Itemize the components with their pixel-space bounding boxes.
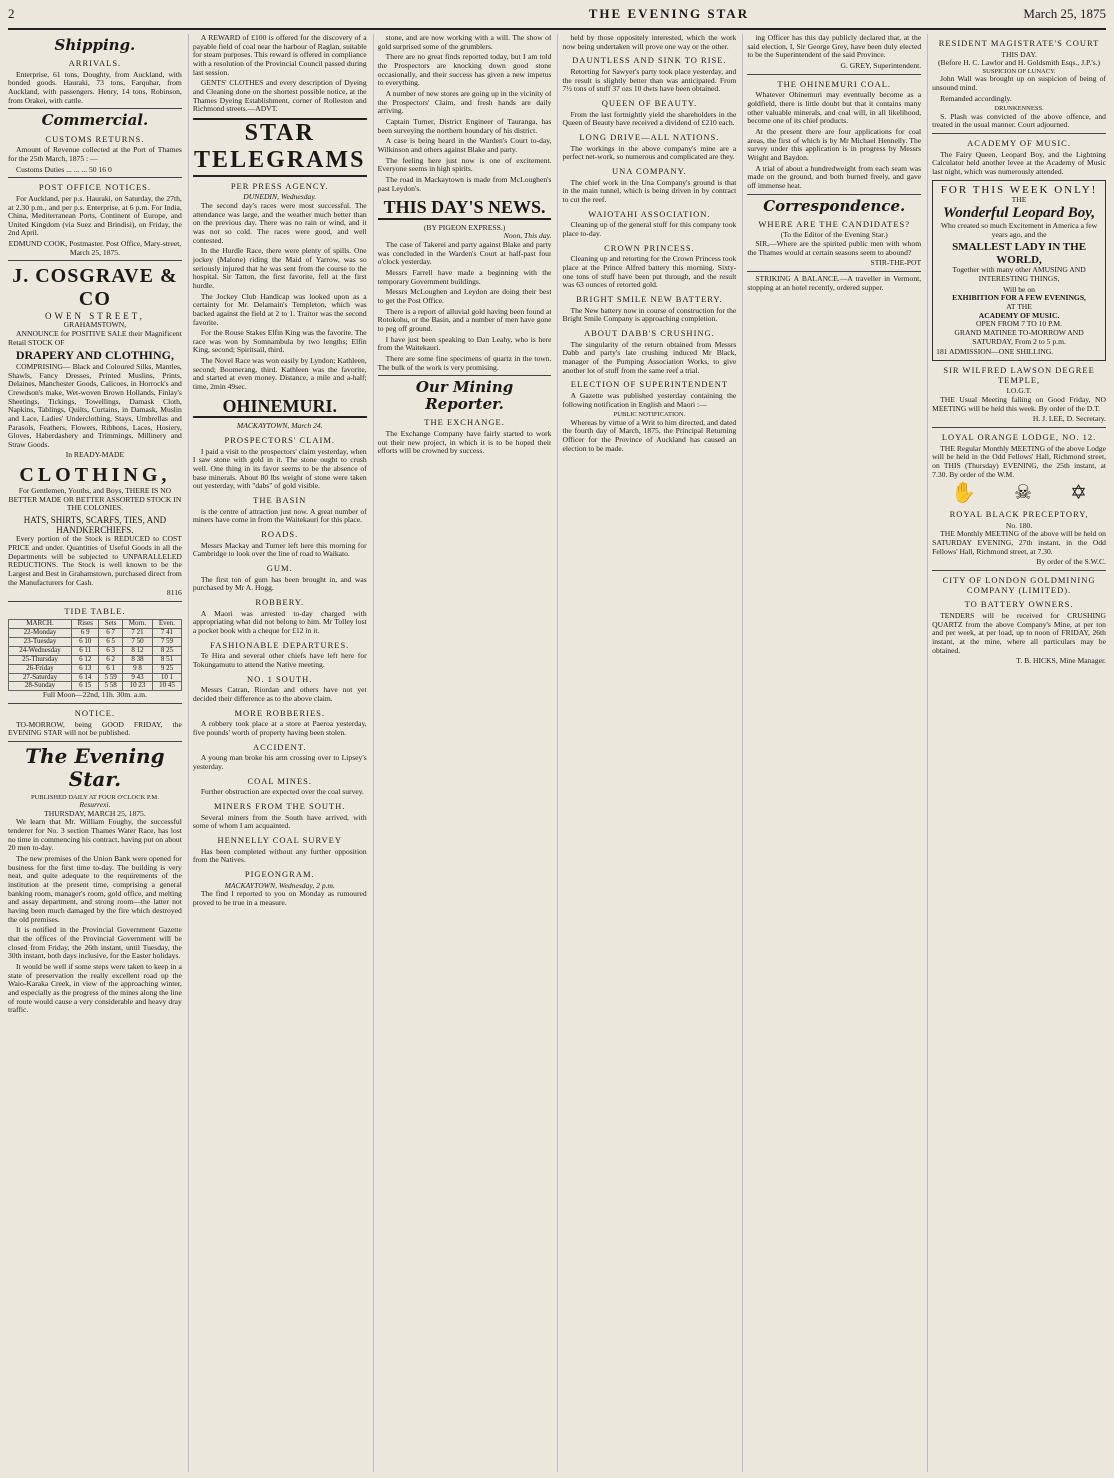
tide-cell: 6 10 xyxy=(72,637,99,646)
column-5 xyxy=(742,34,921,1472)
tide-cell: 5 58 xyxy=(99,682,122,691)
dauntless-heading: DAUNTLESS AND SINK TO RISE. xyxy=(572,55,727,66)
basin-text: is the centre of attraction just now. A great number of miners have come in from the Waitekauri for this place. xyxy=(192,506,367,525)
tide-cell: 28-Sunday xyxy=(9,682,72,691)
paper-title: The Evening Star. xyxy=(25,744,165,791)
table-row xyxy=(9,646,182,655)
telegram-paragraph: In the Hurdle Race, there were plenty of spills. One jockey (Malone) riding the Maid of Yarrow, was so seriously injured that he was sent from the course to the hospital. Sir Tatton, the first favorite, fell at the first hurdle. xyxy=(192,246,367,290)
tide-column-header: MARCH. xyxy=(9,619,72,628)
tide-cell: 6 9 xyxy=(72,628,99,637)
skull-icon: ☠ xyxy=(1014,482,1033,505)
table-row xyxy=(9,664,182,673)
long-drive-text: The workings in the above company's mine are a perfect net-work, so numerous and complicated are they. xyxy=(562,143,737,162)
tide-cell: 25-Thursday xyxy=(9,655,72,664)
notice-text: TO-MORROW, being GOOD FRIDAY, the EVENING STAR will not be published. xyxy=(8,719,182,738)
ready-made: In READY-MADE xyxy=(65,450,125,460)
election-text: A Gazette was published yesterday containing the following notification in English and Maori :— xyxy=(562,390,737,409)
tide-cell: 8 38 xyxy=(122,655,152,664)
masthead-title: THE EVENING STAR xyxy=(588,6,750,21)
hennelly-heading: HENNELLY COAL SURVEY xyxy=(217,834,343,845)
coal-mines-text: Further obstruction are expected over the coal survey. xyxy=(200,787,364,797)
black-text: THE Monthly MEETING of the above will be held on SATURDAY EVENING, 27th instant, in the Odd Fellows' Hall, Richmond street, at 7.30. xyxy=(932,529,1106,556)
crown-text: Cleaning up and retorting for the Crown Princess took place at the Prince Alfred battery this morning. Sixty-one tons of stuff have been put through, and the result was 63 ounces of retorted gold. xyxy=(562,254,737,290)
telegram-paragraph: The second day's races were most successful. The attendance was large, and the weather much better than on the previous day. There was no rain or wind, and it was not so cold. The races were good, and well contested. xyxy=(192,200,367,245)
tide-cell: 27-Saturday xyxy=(9,673,72,682)
notice-paragraph: A REWARD of £100 is offered for the discovery of a payable field of coal near the harbour of Raglan, suitable for steam purposes. This reward is offered in compliance with a resolution of the Provincial Council passed during last session. xyxy=(192,34,367,77)
ohinemuri-heading: OHINEMURI. xyxy=(193,396,367,419)
bright-smile-heading: BRIGHT SMILE NEW BATTERY. xyxy=(576,293,723,304)
admission-text: 181 ADMISSION—ONE SHILLING. xyxy=(936,347,1054,357)
reduced-text: Every portion of the Stock is REDUCED to COST PRICE and under. Quantities of Useful Goods in all the Departments will be subjected to UNPARALLELED REDUCTIONS. The Stock is well known to be the Largest and Best in Grahamstown, purchased direct from the Manufacturers for Cash. xyxy=(8,534,182,587)
tide-cell: 6 7 xyxy=(99,628,122,637)
news-paragraph: Messrs Farrell have made a beginning with the temporary Government buildings. xyxy=(377,267,552,286)
bright-smile-text: The New battery now in course of construction for the Bright Smile Company is approaching completion. xyxy=(562,305,737,324)
fashion-heading: FASHIONABLE DEPARTURES. xyxy=(210,639,350,650)
masthead-date: March 25, 1875 xyxy=(1023,6,1106,21)
table-row xyxy=(9,637,182,646)
news-paragraph: I have just been speaking to Dan Leahy, who is here from the Waitekauri. xyxy=(377,334,552,353)
ad-number: 8116 xyxy=(166,588,182,598)
exhibition-heading: EXHIBITION FOR A FEW EVENINGS, xyxy=(952,293,1086,303)
hennelly-text: Has been completed without any further opposition from the Natives. xyxy=(192,846,367,865)
robberies-text: A robbery took place at a store at Paeroa yesterday, five pounds' worth of property having been stolen. xyxy=(192,719,367,737)
week-heading: FOR THIS WEEK ONLY! xyxy=(940,183,1098,196)
tide-cell: 8 25 xyxy=(153,646,182,655)
tide-cell: 6 2 xyxy=(99,655,122,664)
column-2 xyxy=(188,34,367,1472)
news-paragraph: The road in Mackaytown is made from McLoughen's past Leydon's. xyxy=(377,174,552,193)
tide-column-header: Rises xyxy=(72,619,99,628)
c4-top-text: held by those oppositely interested, which the work now being undertaken will prove one way or the other. xyxy=(562,34,737,51)
whereas-text: Whereas by virtue of a Writ to him directed, and dated the fourth day of March, 1875, the Principal Returning Officer for the Province of Auckland has caused an election to be made. xyxy=(562,417,737,453)
leopard-boy-ad xyxy=(932,180,1106,361)
roads-text: Messrs Mackay and Turner left here this morning for Cambridge to look over the line of road to Waikato. xyxy=(192,540,367,559)
tide-cell: 22-Monday xyxy=(9,628,72,637)
this-day: THIS DAY. xyxy=(1001,49,1037,59)
news-paragraph: The case of Takerei and party against Blake and party was concluded in the Warden's Court at half-past four o'clock yesterday. xyxy=(377,239,552,267)
long-drive-heading: LONG DRIVE—ALL NATIONS. xyxy=(579,131,720,142)
news-paragraph: There are no great finds reported today, but I am told the Prospectors are knocking down good stone occasionally, and their success has given a new impetus to everything. xyxy=(377,52,552,88)
news-subheading: (BY PIGEON EXPRESS.) xyxy=(423,222,506,232)
tide-cell: 10 23 xyxy=(122,682,152,691)
tide-cell: 10 1 xyxy=(153,673,182,682)
accident-text: A young man broke his arm crossing over to Lipsey's yesterday. xyxy=(192,753,367,771)
candidates-sub: (To the Editor of the Evening Star.) xyxy=(780,230,888,240)
waiotahi-text: Cleaning up of the general stuff for this company took place to-day. xyxy=(562,220,737,238)
tide-cell: 7 50 xyxy=(122,637,152,646)
tide-cell: 10 45 xyxy=(153,682,182,691)
smallest-lady: SMALLEST LADY IN THE WORLD, xyxy=(952,241,1087,266)
tide-cell: 24-Wednesday xyxy=(9,646,72,655)
cosgrave-town: GRAHAMSTOWN, xyxy=(63,320,127,330)
tide-cell: 6 14 xyxy=(72,673,99,682)
post-office-text: For Auckland, per p.s. Hauraki, on Saturday, the 27th, at 2.30 p.m., and per p.s. Enterprise, at 6 p.m. For India, China, Mediterranean Ports, Continent of Europe, and United Kingdom (via Suez and Brindisi), on Friday, the 2nd April. xyxy=(8,193,182,238)
grey-sign: G. GREY, Superintendent. xyxy=(840,60,922,70)
tide-cell: 9 25 xyxy=(153,664,182,673)
news-paragraph: Captain Turner, District Engineer of Tauranga, has been surveying the northern boundary of his district. xyxy=(377,116,552,135)
matinee-text: GRAND MATINEE TO-MORROW AND SATURDAY, From 2 to 5 p.m. xyxy=(954,328,1084,346)
shipping-heading: Shipping. xyxy=(54,36,136,54)
tide-table xyxy=(8,619,182,692)
post-office-sign: EDMUND COOK, Postmaster. Post Office, Mary-street, March 25, 1875. xyxy=(8,239,182,257)
leopard-heading: Wonderful Leopard Boy, xyxy=(943,204,1096,221)
cosgrave-text: ANNOUNCE for POSITIVE SALE their Magnificent Retail STOCK OF xyxy=(8,328,182,347)
tide-cell: 7 59 xyxy=(153,637,182,646)
editorial-paragraph: It would be well if some steps were taken to keep in a state of preservation the really excellent road up the Waio-Karaka Creek, in view of the approaching winter, and especially as the progress of the mines along the line of route would cause a very considerable and heavy dray traffic. xyxy=(8,961,182,1015)
exchange-heading: THE EXCHANGE. xyxy=(424,417,505,428)
election-heading: ELECTION OF SUPERINTENDENT xyxy=(570,379,729,390)
robberies-heading: MORE ROBBERIES. xyxy=(234,707,326,718)
robbery-text: A Maori was arrested to-day charged with appropriating what did not belong to him. Mr Tolley lost a pocket book with a cheque for £12 in it. xyxy=(192,608,367,635)
coal-paragraph: Whatever Ohinemuri may eventually become as a goldfield, there is little doubt but that it contains many other valuable minerals, and coal will, in all likelihood, become one of its chief products. xyxy=(747,90,922,126)
news-paragraph: stone, and are now working with a will. The show of gold surprised some of the grumblers. xyxy=(377,34,552,51)
fashion-text: Te Hira and several other chiefs have left here for Tokungamutu to attend the Native meeting. xyxy=(192,651,367,669)
orange-heading: LOYAL ORANGE LODGE, NO. 12. xyxy=(941,431,1097,442)
tide-cell: 7 21 xyxy=(122,628,152,637)
hand-icon: ✋ xyxy=(951,482,977,505)
before-text: (Before H. C. Lawlor and H. Goldsmith Esqs., J.P.'s.) xyxy=(938,58,1101,68)
orange-text: THE Regular Monthly MEETING of the above Lodge will be held in the Odd Fellows' Hall, Richmond street, on THIS (Thursday) EVENING, the 25th instant, at 7.30. By order of the W.M. xyxy=(932,443,1106,479)
pigeongram-heading: PIGEONGRAM. xyxy=(244,868,315,879)
lodge-emblems xyxy=(932,482,1106,505)
at-the: AT THE xyxy=(1006,302,1032,312)
c5-top-text: ing Officer has this day publicly declared that, at the said election, I, Sir George Grey, have been duly elected to be the Superintendent of the said Province. xyxy=(747,34,922,60)
beauty-text: From the last fortnightly yield the shareholders in the Queen of Beauty have received a dividend of £210 each. xyxy=(562,109,737,128)
academy-text: The Fairy Queen, Leopard Boy, and the Lightning Calculator held another levee at the Academy of Music last night, which was numerously attended. xyxy=(932,149,1106,177)
clothing-heading: CLOTHING, xyxy=(19,464,171,487)
beauty-heading: QUEEN OF BEAUTY. xyxy=(601,97,698,108)
miners-heading: MINERS FROM THE SOUTH. xyxy=(214,800,346,811)
una-heading: UNA COMPANY. xyxy=(611,165,687,176)
basin-heading: THE BASIN xyxy=(253,494,307,505)
crown-heading: CROWN PRINCESS. xyxy=(604,242,695,253)
remanded-text: Remanded accordingly. xyxy=(940,93,1012,103)
mining-heading: Our Mining Reporter. xyxy=(415,378,514,414)
open-hours: OPEN FROM 7 TO 10 P.M. xyxy=(976,319,1063,329)
battery-sign: T. B. HICKS, Mine Manager. xyxy=(1016,656,1106,666)
miners-text: Several miners from the South have arrived, with some of whom I am acquainted. xyxy=(192,812,367,831)
ohinemuri-paragraph: I paid a visit to the prospectors' claim yesterday, when I saw stone with gold in it. The stone ought to crush well. One thing in its favor seems to be the absence of base minerals. About 80 lbs weight of stone were taken out yesterday, with "dabs" of gold visible. xyxy=(192,446,367,491)
correspondence-heading: Correspondence. xyxy=(763,196,906,215)
compass-icon: ✡ xyxy=(1070,482,1087,505)
telegram-paragraph: The Novel Race was won easily by Lyndon; Kathleen, second; Boomerang, third. Kathleen was the favorite, and started at even money. Distance, a mile and a-half; time, 2min 49sec. xyxy=(192,356,367,392)
who-text: Who created so much Excitement in America a few years ago, and the xyxy=(940,221,1098,239)
london-heading: CITY OF LONDON GOLDMINING COMPANY (LIMITED). xyxy=(942,575,1096,595)
telegram-paragraph: For the Rouse Stakes Elfin King was the favorite. The race was won by Somnambula by two lengths; Elfin King, second; Spiritsail, third. xyxy=(192,328,367,355)
cosgrave-name: J. COSGRAVE & CO xyxy=(12,265,178,311)
tide-cell: 5 59 xyxy=(99,673,122,682)
lawson-heading: SIR WILFRED LAWSON DEGREE TEMPLE, xyxy=(943,364,1095,385)
tide-cell: 6 5 xyxy=(99,637,122,646)
tide-heading: TIDE TABLE. xyxy=(64,606,126,616)
battery-text: TENDERS will be received for CRUSHING QUARTZ from the above Company's Mine, at per ton and per week, at per load, up to noon of FRIDAY, 26th instant, at the mine, where all particulars may be obtained. xyxy=(932,611,1106,655)
coal-paragraph: A trial of about a hundredweight from each seam was made on the ground, and both burned freely, and gave off immense heat. xyxy=(747,163,922,190)
lawson-sign: H. J. LEE, D. Secretary. xyxy=(1032,414,1106,424)
news-paragraph: There is a report of alluvial gold having been found at Rotokohu, or the Basin, and a number of men have gone to peg off ground. xyxy=(377,306,552,333)
page-number: 2 xyxy=(8,6,15,21)
black-number: No. 180. xyxy=(1005,520,1033,530)
dabb-text: The singularity of the return obtained from Messrs Dabb and party's late crushing induced Mr Black, manager of the Pumping Association Works, to give another lot of stuff from the same reef a trial. xyxy=(562,339,737,375)
masthead xyxy=(8,6,1106,30)
tide-cell: 6 11 xyxy=(72,646,99,655)
tide-cell: 6 12 xyxy=(72,655,99,664)
ohinemuri-coal-heading: THE OHINEMURI COAL. xyxy=(777,78,892,89)
column-1 xyxy=(8,34,182,1472)
agency-heading: PER PRESS AGENCY. xyxy=(230,180,329,191)
news-paragraph: Messrs McLoughen and Leydon are doing their best to get the Post Office. xyxy=(377,287,552,305)
tide-cell: 9 8 xyxy=(122,664,152,673)
pigeongram-dateline: MACKAYTOWN, Wednesday, 2 p.m. xyxy=(224,880,335,890)
column-3 xyxy=(373,34,552,1472)
drunk-heading: DRUNKENNESS. xyxy=(994,105,1044,113)
tide-cell: 9 43 xyxy=(122,673,152,682)
drapery-heading: DRAPERY AND CLOTHING, xyxy=(15,348,174,363)
arrivals-heading: ARRIVALS. xyxy=(68,58,122,69)
tide-cell: 23-Tuesday xyxy=(9,637,72,646)
tide-column-header: Sets xyxy=(99,619,122,628)
candidates-sign: STIR-THE-POT xyxy=(870,258,922,268)
news-paragraph: A number of new stores are going up in the vicinity of the Prospectors' Claim, and fresh hands are daily arriving. xyxy=(377,88,552,116)
una-text: The chief work in the Una Company's ground is that in the main tunnel, which is being driven in by contract to cut the reef. xyxy=(562,177,737,204)
black-heading: ROYAL BLACK PRECEPTORY, xyxy=(949,509,1089,520)
dauntless-text: Retorting for Sawyer's party took place yesterday, and the result is slightly better than was anticipated. From 7½ tons of stuff 37 ozs 10 dwts have been obtained. xyxy=(562,67,737,94)
customs-heading: CUSTOMS RETURNS. xyxy=(45,133,145,144)
telegrams-heading: STAR TELEGRAMS xyxy=(193,118,367,177)
news-heading: THIS DAY'S NEWS. xyxy=(378,197,552,220)
coal-mines-heading: COAL MINES. xyxy=(247,775,312,786)
academy-heading: ACADEMY OF MUSIC. xyxy=(967,138,1071,149)
news-time: Noon, This day. xyxy=(503,231,552,241)
battery-heading: TO BATTERY OWNERS. xyxy=(964,599,1074,610)
drunk-text: S. Plash was convicted of the above offence, and treated in the usual manner. Court adjourned. xyxy=(932,111,1106,130)
notice-heading: NOTICE. xyxy=(74,708,116,719)
academy-name: ACADEMY OF MUSIC. xyxy=(978,310,1060,320)
tide-cell: 26-Friday xyxy=(9,664,72,673)
editorial xyxy=(8,818,182,1014)
tide-cell: 6 13 xyxy=(72,664,99,673)
paper-motto: Resurrexi. xyxy=(79,800,111,810)
table-row xyxy=(9,655,182,664)
gum-text: The first ton of gum has been brought in, and was purchased by Mr A. Hogg. xyxy=(192,574,367,593)
commercial-heading: Commercial. xyxy=(41,111,149,130)
lunacy-text: John Wall was brought up on suspicion of being of unsound mind. xyxy=(932,74,1106,93)
customs-duties: Customs Duties ... ... ... 50 16 0 xyxy=(16,164,112,174)
tide-cell: 8 51 xyxy=(153,655,182,664)
exchange-text: The Exchange Company have fairly started to work out their new project, in which it is to be hoped their efforts will be crowned by success. xyxy=(377,429,552,456)
magistrate-heading: RESIDENT MAGISTRATE'S COURT xyxy=(938,38,1100,48)
post-office-heading: POST OFFICE NOTICES. xyxy=(38,182,151,193)
coal-paragraph: At the present there are four applications for coal areas, the first of which is by Mr Michael Hennelly. The survey under this application is in progress by Messrs Wright and Baydon. xyxy=(747,126,922,162)
column-6 xyxy=(927,34,1106,1472)
waiotahi-heading: WAIOTAHI ASSOCIATION. xyxy=(588,208,711,219)
tide-cell: 7 41 xyxy=(153,628,182,637)
hats-heading: HATS, SHIRTS, SCARFS, TIES, AND HANDKERCHIEFS. xyxy=(23,514,167,536)
no1-text: Messrs Catran, Riordan and others have not yet decided their difference as to the above claim. xyxy=(192,685,367,703)
tide-column-header: Even. xyxy=(153,619,182,628)
candidates-heading: WHERE ARE THE CANDIDATES? xyxy=(758,218,911,229)
editorial-paragraph: It is notified in the Provincial Government Gazette that the offices of the Provincial Government will be closed from Friday, the 26th instant, until Tuesday, the 30th instant, both days inclusive, for the Easter holidays. xyxy=(8,925,182,961)
customs-text: Amount of Revenue collected at the Port of Thames for the 25th March, 1875 : — xyxy=(8,145,182,163)
cosgrave-street: OWEN STREET, xyxy=(45,311,145,322)
iogt: I.O.G.T. xyxy=(1006,386,1032,396)
gum-heading: GUM. xyxy=(266,562,293,573)
table-row xyxy=(9,628,182,637)
mackaytown-dateline: MACKAYTOWN, March 24. xyxy=(236,421,323,431)
date-line: THURSDAY, MARCH 25, 1875. xyxy=(44,808,146,818)
tide-cell: 6 1 xyxy=(99,664,122,673)
tide-cell: 6 3 xyxy=(99,646,122,655)
arrivals-text: Enterprise, 61 tons, Doughty, from Auckland, with bonded goods. Hauraki, 73 tons, Farquhar, from Auckland, with passengers. Henry, 14 tons, Robinson, from Orakei, with cattle. xyxy=(8,69,182,105)
editorial-paragraph: The new premises of the Union Bank were opened for business for the first time to-day. The building is very neat, and quite adequate to the requirements of the institution at the present time, comprising a general banking room, manager's room, gold office, and melting and assay department, and strong room—the latter not having been much damaged by the fire which destroyed the old premises. xyxy=(8,854,182,924)
column-4 xyxy=(557,34,736,1472)
no1-heading: NO. 1 SOUTH. xyxy=(247,673,313,684)
news-paragraph: There are some fine specimens of quartz in the town. The bulk of the work is very promising. xyxy=(377,353,552,372)
dabb-heading: ABOUT DABB'S CRUSHING. xyxy=(583,327,715,338)
news-paragraph: A case is being heard in the Warden's Court to-day, Wilkinson and others against Blake and party. xyxy=(377,136,552,154)
robbery-heading: ROBBERY. xyxy=(255,596,305,607)
notice-paragraph: GENTS' CLOTHES and every description of Dyeing and Cleaning done on the shortest possible notice, at the Thames Dyeing Establishment, corner of Rolleston and Richmond streets.—ADVT. xyxy=(192,78,367,114)
tide-cell: 8 12 xyxy=(122,646,152,655)
tide-cell: 6 15 xyxy=(72,682,99,691)
will-be: Will be on xyxy=(1003,284,1035,294)
together-text: Together with many other AMUSING AND INTERESTING THINGS, xyxy=(952,265,1086,284)
pigeongram-text: The find I reported to you on Monday as rumoured proved to be true in a measure. xyxy=(192,889,367,907)
telegram-paragraph: The Jockey Club Handicap was looked upon as a certainty for Mr. Delamain's Templeton, which was backed against the field at 2 to 1. Traitor was the second favorite. xyxy=(192,291,367,327)
editorial-paragraph: We learn that Mr. William Foughy, the successful tenderer for No. 3 section Thames Water Race, has lost no time in commencing his contract, having put on about 20 men to-day. xyxy=(8,817,182,853)
candidates-text: SIR,—Where are the spirited public men with whom the Thames would at certain seasons seem to abound? xyxy=(747,238,922,257)
news-paragraph: The feeling here just now is one of excitement. Everyone seems in high spirits. xyxy=(377,155,552,174)
accident-heading: ACCIDENT. xyxy=(253,741,307,752)
drapery-list: COMPRISING— Black and Coloured Silks, Mantles, Shawls, Fancy Dresses, Printed Muslins, Prints, Delaines, Manchester Goods, Calicoes, in Horrock's and Crewdson's make, Wet-woven Brown Hollands, Finlay's Sheetings, Tickings, Towellings, Damask Cloth, Napkins, Tablings, Quilts, Curtains, in Damask, Muslin and Lace, Ladies' Underclothing, Stays, Umbrellas and Parasols, Feathers, Flowers, Ribbons, Laces, Hosiery, Gloves, Haberdashery and Trimmings, Millinery and Straw Goods. xyxy=(8,361,182,449)
clothing-text: For Gentlemen, Youths, and Boys, THERE IS NO BETTER MADE OR BETTER ASSORTED STOCK IN THE COLONIES. xyxy=(8,485,182,513)
paper-subtitle: PUBLISHED DAILY AT FOUR O'CLOCK P.M. xyxy=(30,793,159,801)
dunedin-dateline: DUNEDIN, Wednesday. xyxy=(243,192,317,202)
black-sign: By order of the S.W.C. xyxy=(1036,557,1106,567)
prospectors-heading: PROSPECTORS' CLAIM. xyxy=(224,434,336,445)
tide-moon: Full Moon—22nd, 11h. 30m. a.m. xyxy=(42,690,147,700)
balance-text: STRIKING A BALANCE.—A traveller in Vermont, stopping at an hotel recently, ordered supper. xyxy=(747,273,922,292)
the-label: THE xyxy=(1011,195,1027,205)
lawson-text: THE Usual Meeting falling on Good Friday, NO MEETING will be held this week. By order of the D.T. xyxy=(932,395,1106,413)
tide-column-header: Morn. xyxy=(122,619,152,628)
public-notification: PUBLIC NOTIFICATION. xyxy=(613,411,686,419)
roads-heading: ROADS. xyxy=(261,528,299,539)
lunacy-heading: SUSPICION OF LUNACY. xyxy=(982,68,1056,75)
